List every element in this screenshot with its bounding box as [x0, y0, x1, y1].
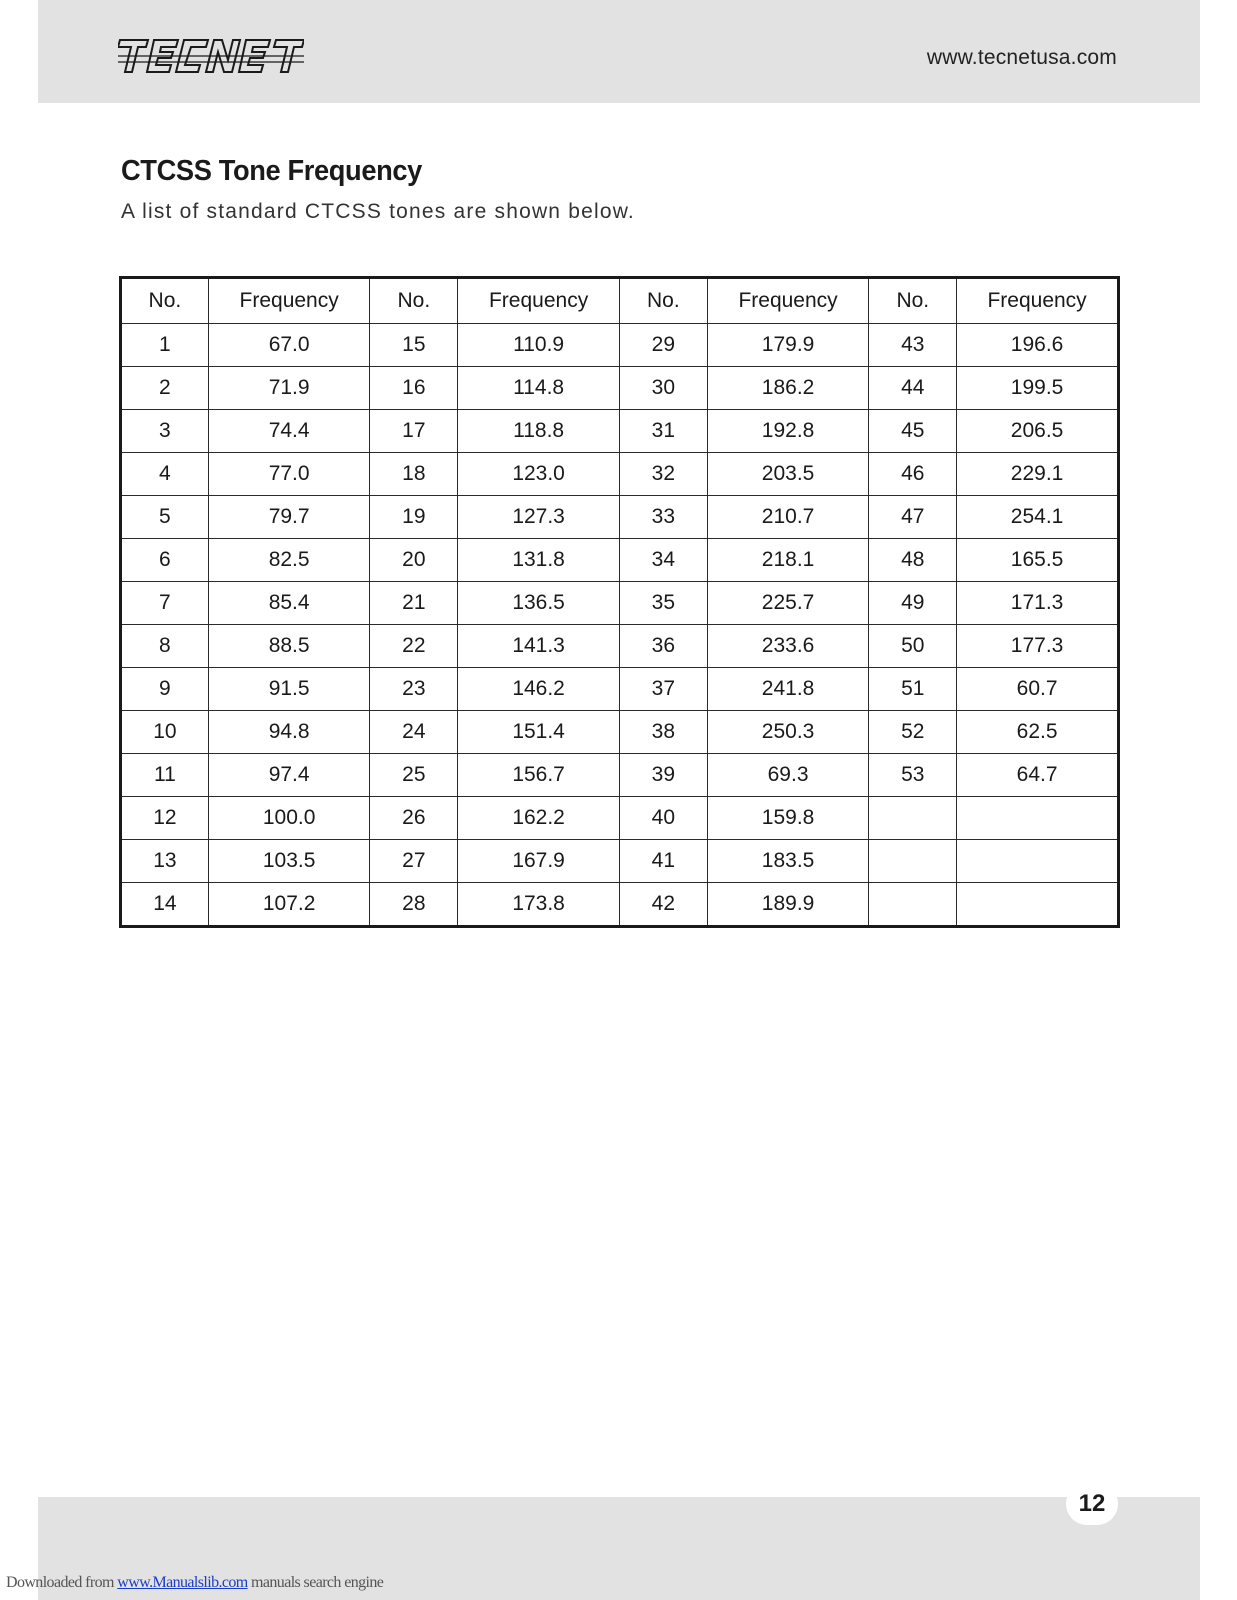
tone-frequency-cell: 196.6	[957, 324, 1119, 367]
tone-number-cell: 39	[619, 754, 707, 797]
tone-number-cell: 36	[619, 625, 707, 668]
tone-frequency-cell: 162.2	[458, 797, 620, 840]
tone-number-cell: 33	[619, 496, 707, 539]
tone-frequency-cell: 233.6	[707, 625, 869, 668]
table-row	[121, 625, 1119, 668]
tone-number-cell	[869, 883, 957, 927]
tone-number-cell: 4	[121, 453, 209, 496]
tone-frequency-cell: 151.4	[458, 711, 620, 754]
tone-number-cell: 12	[121, 797, 209, 840]
tone-number-cell: 45	[869, 410, 957, 453]
tone-frequency-cell: 69.3	[707, 754, 869, 797]
tone-number-cell: 20	[370, 539, 458, 582]
table-row	[121, 797, 1119, 840]
tone-number-cell: 32	[619, 453, 707, 496]
tone-frequency-cell: 165.5	[957, 539, 1119, 582]
tone-number-cell: 51	[869, 668, 957, 711]
tone-number-cell: 5	[121, 496, 209, 539]
tone-frequency-cell: 82.5	[208, 539, 370, 582]
tone-number-cell: 6	[121, 539, 209, 582]
tone-number-cell: 3	[121, 410, 209, 453]
tone-number-cell: 13	[121, 840, 209, 883]
ctcss-tone-table	[119, 276, 1120, 928]
site-url[interactable]: www.tecnetusa.com	[926, 46, 1117, 69]
tone-frequency-cell: 114.8	[458, 367, 620, 410]
table-row	[121, 668, 1119, 711]
tone-number-cell: 53	[869, 754, 957, 797]
watermark-suffix: manuals search engine	[247, 1574, 384, 1591]
table-row	[121, 711, 1119, 754]
tone-frequency-cell: 203.5	[707, 453, 869, 496]
tone-number-cell: 48	[869, 539, 957, 582]
header-frequency: Frequency	[707, 278, 869, 324]
tone-number-cell: 8	[121, 625, 209, 668]
header-frequency: Frequency	[957, 278, 1119, 324]
tone-number-cell: 47	[869, 496, 957, 539]
tone-frequency-cell	[957, 883, 1119, 927]
table-body	[121, 324, 1119, 927]
tone-number-cell: 31	[619, 410, 707, 453]
tone-number-cell: 28	[370, 883, 458, 927]
page-number: 12	[1066, 1483, 1118, 1525]
watermark-prefix: Downloaded from	[6, 1574, 118, 1591]
tone-number-cell: 18	[370, 453, 458, 496]
tone-frequency-cell: 146.2	[458, 668, 620, 711]
tone-frequency-cell: 62.5	[957, 711, 1119, 754]
tone-number-cell: 49	[869, 582, 957, 625]
tone-number-cell: 10	[121, 711, 209, 754]
tone-number-cell	[869, 797, 957, 840]
tone-frequency-cell: 67.0	[208, 324, 370, 367]
tone-frequency-cell: 189.9	[707, 883, 869, 927]
tone-frequency-cell: 159.8	[707, 797, 869, 840]
header-no: No.	[619, 278, 707, 324]
tone-number-cell: 38	[619, 711, 707, 754]
table-row	[121, 754, 1119, 797]
tone-number-cell: 43	[869, 324, 957, 367]
table-row	[121, 410, 1119, 453]
tone-number-cell: 23	[370, 668, 458, 711]
tone-frequency-cell: 192.8	[707, 410, 869, 453]
tone-number-cell: 7	[121, 582, 209, 625]
tone-frequency-cell: 123.0	[458, 453, 620, 496]
tone-frequency-cell: 94.8	[208, 711, 370, 754]
header-no: No.	[121, 278, 209, 324]
tone-number-cell: 25	[370, 754, 458, 797]
manualslib-link[interactable]: www.Manualslib.com	[117, 1574, 248, 1591]
tone-number-cell: 27	[370, 840, 458, 883]
tone-number-cell: 41	[619, 840, 707, 883]
table-header-row	[121, 278, 1119, 324]
tone-frequency-cell: 167.9	[458, 840, 620, 883]
tone-frequency-cell: 91.5	[208, 668, 370, 711]
tone-frequency-cell: 131.8	[458, 539, 620, 582]
tone-number-cell: 2	[121, 367, 209, 410]
tone-frequency-cell: 225.7	[707, 582, 869, 625]
tone-frequency-cell: 229.1	[957, 453, 1119, 496]
tone-number-cell: 52	[869, 711, 957, 754]
tone-frequency-cell: 254.1	[957, 496, 1119, 539]
tone-number-cell: 15	[370, 324, 458, 367]
tone-frequency-cell: 141.3	[458, 625, 620, 668]
tone-frequency-cell: 110.9	[458, 324, 620, 367]
tecnet-logo	[118, 36, 304, 76]
tone-frequency-cell: 186.2	[707, 367, 869, 410]
tone-number-cell	[869, 840, 957, 883]
tone-frequency-cell: 183.5	[707, 840, 869, 883]
tone-frequency-cell: 173.8	[458, 883, 620, 927]
tone-frequency-cell: 79.7	[208, 496, 370, 539]
tone-number-cell: 29	[619, 324, 707, 367]
header-no: No.	[869, 278, 957, 324]
tone-number-cell: 1	[121, 324, 209, 367]
tone-number-cell: 22	[370, 625, 458, 668]
header-frequency: Frequency	[458, 278, 620, 324]
tone-number-cell: 14	[121, 883, 209, 927]
tone-frequency-cell: 127.3	[458, 496, 620, 539]
tone-frequency-cell: 100.0	[208, 797, 370, 840]
tone-number-cell: 19	[370, 496, 458, 539]
tone-frequency-cell: 64.7	[957, 754, 1119, 797]
tone-frequency-cell: 118.8	[458, 410, 620, 453]
tone-frequency-cell: 199.5	[957, 367, 1119, 410]
table-row	[121, 582, 1119, 625]
tone-frequency-cell: 107.2	[208, 883, 370, 927]
tone-number-cell: 9	[121, 668, 209, 711]
tone-frequency-cell: 156.7	[458, 754, 620, 797]
table-row	[121, 367, 1119, 410]
download-watermark	[6, 1574, 383, 1592]
tone-number-cell: 11	[121, 754, 209, 797]
header-no: No.	[370, 278, 458, 324]
tone-frequency-cell: 179.9	[707, 324, 869, 367]
table-row	[121, 539, 1119, 582]
tone-frequency-cell: 250.3	[707, 711, 869, 754]
tone-number-cell: 21	[370, 582, 458, 625]
tone-frequency-cell: 85.4	[208, 582, 370, 625]
tone-number-cell: 50	[869, 625, 957, 668]
page-subtitle: A list of standard CTCSS tones are shown below.	[121, 200, 635, 223]
tone-frequency-cell: 60.7	[957, 668, 1119, 711]
tone-number-cell: 17	[370, 410, 458, 453]
tone-frequency-cell	[957, 840, 1119, 883]
tone-number-cell: 34	[619, 539, 707, 582]
table-row	[121, 496, 1119, 539]
tone-frequency-cell: 88.5	[208, 625, 370, 668]
table-row	[121, 883, 1119, 927]
table-row	[121, 324, 1119, 367]
tone-frequency-cell: 136.5	[458, 582, 620, 625]
tone-number-cell: 24	[370, 711, 458, 754]
tone-frequency-cell	[957, 797, 1119, 840]
tone-frequency-cell: 103.5	[208, 840, 370, 883]
tone-frequency-cell: 97.4	[208, 754, 370, 797]
tone-number-cell: 44	[869, 367, 957, 410]
tone-number-cell: 46	[869, 453, 957, 496]
tone-number-cell: 26	[370, 797, 458, 840]
tone-number-cell: 35	[619, 582, 707, 625]
tone-frequency-cell: 71.9	[208, 367, 370, 410]
tone-number-cell: 16	[370, 367, 458, 410]
table-row	[121, 453, 1119, 496]
tone-number-cell: 42	[619, 883, 707, 927]
tone-frequency-cell: 206.5	[957, 410, 1119, 453]
header-frequency: Frequency	[208, 278, 370, 324]
tone-frequency-cell: 177.3	[957, 625, 1119, 668]
page-title: CTCSS Tone Frequency	[121, 155, 422, 187]
tone-number-cell: 37	[619, 668, 707, 711]
tone-number-cell: 30	[619, 367, 707, 410]
tone-frequency-cell: 171.3	[957, 582, 1119, 625]
tone-number-cell: 40	[619, 797, 707, 840]
table-row	[121, 840, 1119, 883]
tone-frequency-cell: 77.0	[208, 453, 370, 496]
tone-frequency-cell: 241.8	[707, 668, 869, 711]
tone-frequency-cell: 210.7	[707, 496, 869, 539]
tone-frequency-cell: 218.1	[707, 539, 869, 582]
tone-frequency-cell: 74.4	[208, 410, 370, 453]
